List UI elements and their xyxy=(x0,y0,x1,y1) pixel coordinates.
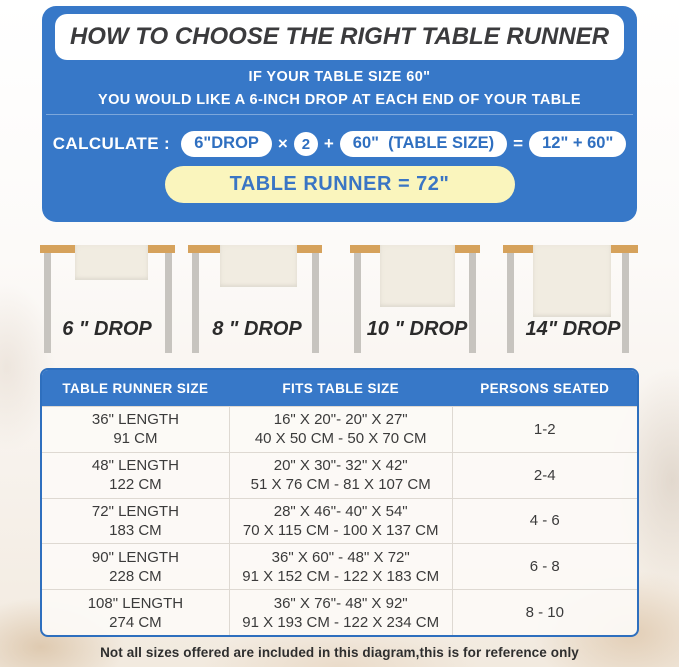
sum-pill: 12" + 60" xyxy=(529,131,626,158)
table-leg-left xyxy=(44,253,51,353)
table-runner-cloth xyxy=(380,245,455,307)
plus-sign: + xyxy=(323,134,334,153)
column-header-persons: PERSONS SEATED xyxy=(480,380,610,396)
page-title: HOW TO CHOOSE THE RIGHT TABLE RUNNER xyxy=(69,23,610,50)
table-row xyxy=(42,543,637,589)
equals-sign: = xyxy=(513,134,524,153)
fits-size-cm: 40 X 50 CM - 50 X 70 CM xyxy=(254,430,427,448)
fits-size-inches: 20" X 30"- 32" X 42" xyxy=(273,457,408,475)
table-runner-cloth xyxy=(75,245,148,280)
table-row xyxy=(42,452,637,498)
formula-row xyxy=(42,130,637,158)
runner-size-cm: 91 CM xyxy=(113,430,158,448)
table-leg-left xyxy=(354,253,361,353)
table-leg-left xyxy=(192,253,199,353)
runner-size-cell xyxy=(42,407,229,452)
drop-label-6: 6 " DROP xyxy=(62,318,152,340)
fits-table-cell xyxy=(229,407,453,452)
table-leg-right xyxy=(165,253,172,353)
fits-table-cell xyxy=(229,590,453,635)
runner-size-cm: 274 CM xyxy=(109,613,162,631)
column-header-runner-size: TABLE RUNNER SIZE xyxy=(62,380,209,396)
formula-label: CALCULATE : xyxy=(52,134,176,153)
panel-divider xyxy=(46,114,633,115)
instruction-panel xyxy=(42,6,637,222)
table-leg-right xyxy=(312,253,319,353)
result-pill xyxy=(165,166,515,203)
runner-size-cell xyxy=(42,544,229,589)
runner-size-inches: 108" LENGTH xyxy=(87,594,184,612)
drop-label-8: 8 " DROP xyxy=(212,318,302,340)
table-leg-left xyxy=(507,253,514,353)
table-row xyxy=(42,406,637,452)
fits-table-cell xyxy=(229,453,453,498)
persons-cell: 2-4 xyxy=(533,466,556,484)
runner-size-inches: 48" LENGTH xyxy=(91,457,179,475)
fits-size-cm: 70 X 115 CM - 100 X 137 CM xyxy=(242,521,439,539)
runner-size-inches: 90" LENGTH xyxy=(91,548,179,566)
persons-cell: 6 - 8 xyxy=(529,558,560,576)
fits-size-inches: 36" X 76"- 48" X 92" xyxy=(273,594,408,612)
multiplier-circle: 2 xyxy=(294,132,318,156)
drop-label-14: 14" DROP xyxy=(525,318,621,340)
size-table xyxy=(40,368,639,637)
fits-size-inches: 16" X 20"- 20" X 27" xyxy=(273,411,408,429)
subtitle-line1: IF YOUR TABLE SIZE 60" xyxy=(248,69,431,85)
fits-size-cm: 51 X 76 CM - 81 X 107 CM xyxy=(250,476,431,494)
runner-size-inches: 36" LENGTH xyxy=(91,411,179,429)
runner-size-cm: 228 CM xyxy=(109,567,162,585)
table-row xyxy=(42,498,637,544)
subtitle-line2: YOU WOULD LIKE A 6-INCH DROP AT EACH END OF YOUR TABLE xyxy=(98,92,581,108)
fits-table-cell xyxy=(229,544,453,589)
persons-cell: 8 - 10 xyxy=(525,604,564,622)
footnote: Not all sizes offered are included in this diagram,this is for reference only xyxy=(100,645,579,660)
fits-size-cm: 91 X 193 CM - 122 X 234 CM xyxy=(242,613,440,631)
runner-size-cm: 122 CM xyxy=(109,476,162,494)
drop-pill: 6"DROP xyxy=(181,131,272,158)
table-row xyxy=(42,589,637,635)
runner-size-cell xyxy=(42,453,229,498)
column-header-fits-table: FITS TABLE SIZE xyxy=(282,380,400,396)
size-table-header xyxy=(42,370,637,406)
runner-size-cell xyxy=(42,499,229,544)
times-sign: × xyxy=(277,134,288,153)
title-box xyxy=(55,14,624,60)
persons-cell: 4 - 6 xyxy=(529,512,560,530)
table-size-pill: 60" (TABLE SIZE) xyxy=(340,131,507,158)
runner-size-cm: 183 CM xyxy=(109,521,162,539)
drop-label-10: 10 " DROP xyxy=(366,318,468,340)
runner-size-inches: 72" LENGTH xyxy=(91,502,179,520)
fits-size-inches: 28" X 46"- 40" X 54" xyxy=(273,502,408,520)
fits-table-cell xyxy=(229,499,453,544)
table-runner-cloth xyxy=(533,245,611,317)
result-text: TABLE RUNNER = 72" xyxy=(229,173,450,195)
fits-size-cm: 91 X 152 CM - 122 X 183 CM xyxy=(242,567,440,585)
runner-size-cell xyxy=(42,590,229,635)
fits-size-inches: 36" X 60" - 48" X 72" xyxy=(271,548,410,566)
persons-cell: 1-2 xyxy=(533,420,556,438)
table-runner-cloth xyxy=(220,245,297,287)
